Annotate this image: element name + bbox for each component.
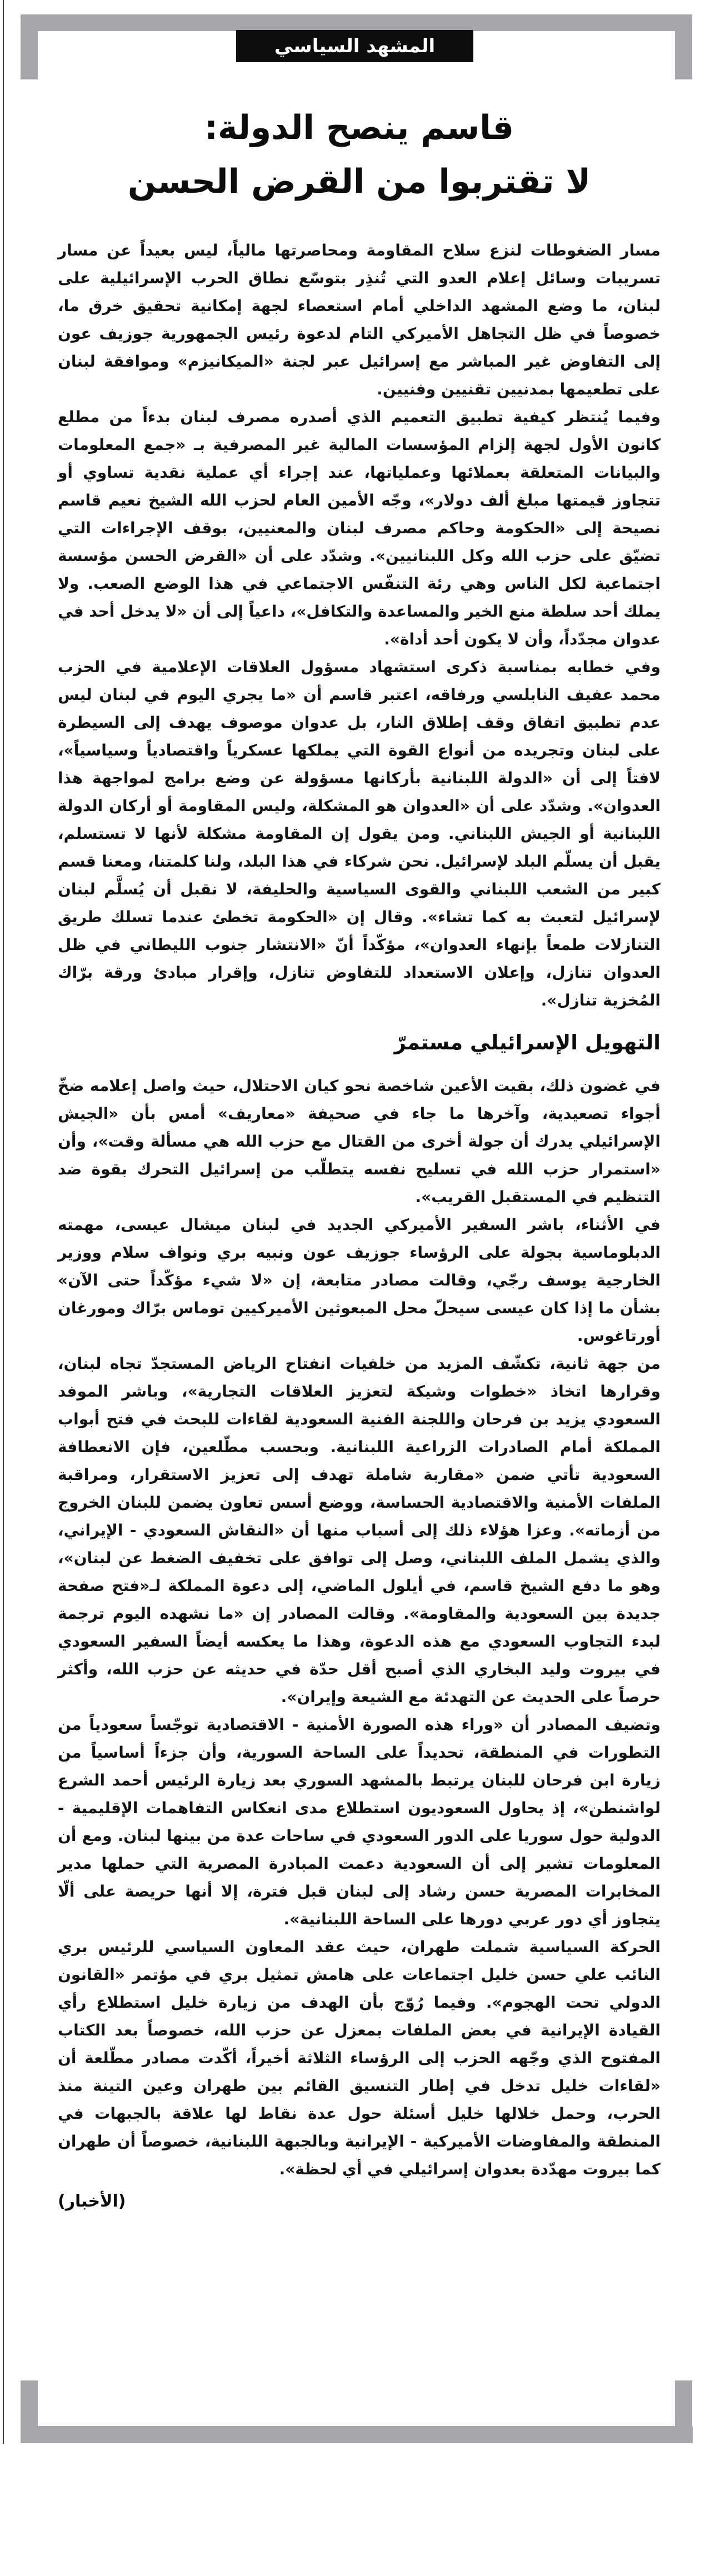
article-body: [58, 237, 661, 2214]
section-tab-label: المشهد السياسي: [274, 35, 436, 57]
bottom-bracket-bar: [21, 2426, 693, 2443]
headline-line-2: لا تقتربوا من القرض الحسن: [127, 162, 591, 201]
source-attribution: (الأخبار): [58, 2192, 126, 2211]
paragraph-8: الحركة السياسية شملت طهران، حيث عقد المعاون السياسي للرئيس بري النائب علي حسن خليل اجتماعات على هامش تمثيل بري في مؤتمر «القانون الدولي تحت الهجوم». وفيما رُوّج بأن الهدف من زيارة خليل استطلاع رأي القيادة الإيرانية في بعض الملفات بمعزل عن حزب الله، خصوصاً بعد الكتاب المفتوح الذي وجّهه الحزب إلى الرؤساء الثلاثة أخيراً، أكّدت مصادر مطّلعة أن «لقاءات خليل تدخل في إطار التنسيق القائم بين طهران وعين التينة منذ الحرب، وحمل خلالها خليل أسئلة حول عدة نقاط لها علاقة بالجبهات في المنطقة والمفاوضات الأميركية - الإيرانية وبالجبهة اللبنانية، خصوصاً أن طهران كما بيروت مهدّدة بعدوان إسرائيلي في أي لحظة».: [58, 1938, 661, 2178]
headline-line-1: قاسم ينصح الدولة:: [204, 108, 514, 147]
paragraph-3: وفي خطابه بمناسبة ذكرى استشهاد مسؤول العلاقات الإعلامية في الحزب محمد عفيف النابلسي ورفاقه، اعتبر قاسم أن «ما يجري اليوم في لبنان ليس عدم تطبيق اتفاق وقف إطلاق النار، بل عدوان موصوف يهدف إلى السيطرة على لبنان وتجريده من أنواع القوة التي يملكها عسكرياً واقتصادياً وسياسياً»، لافتاً إلى أن «الدولة اللبنانية بأركانها مسؤولة عن وضع برامج لمواجهة هذا العدوان». وشدّد على أن «العدوان هو المشكلة، وليس المقاومة أو أركان الدولة اللبنانية أو الجيش اللبناني. ومن يقول إن المقاومة مشكلة لأنها لا تستسلم، يقبل أن يسلّم البلد لإسرائيل. نحن شركاء في هذا البلد، ولنا كلمتنا، ومعنا قسم كبير من الشعب اللبناني والقوى السياسية والحليفة، لا نقبل أن يُسلَّم لبنان لإسرائيل لتعبث به كما تشاء». وقال إن «الحكومة تخطئ عندما تسلك طريق التنازلات طمعاً بإنهاء العدوان»، مؤكّداً أنّ «الانتشار جنوب الليطاني في ظل العدوان تنازل، وإعلان الاستعداد للتفاوض تنازل، وإقرار مبادئ ورقة برّاك المُخزية تنازل».: [58, 658, 661, 1009]
paragraph-1: مسار الضغوطات لنزع سلاح المقاومة ومحاصرتها مالياً، ليس بعيداً عن مسار تسريبات وسائل إعلام العدو التي تُنذِر بتوسّع نطاق الحرب الإسرائيلية على لبنان، ما وضع المشهد الداخلي أمام استعصاء لجهة إمكانية تحقيق خرق ما، خصوصاً في ظل التجاهل الأميركي التام لدعوة رئيس الجمهورية جوزيف عون إلى التفاوض غير المباشر مع إسرائيل عبر لجنة «الميكانيزم» وموافقة لبنان على تطعيمها بمدنيين تقنيين وفنيين.: [58, 241, 661, 398]
paragraph-4: في غضون ذلك، بقيت الأعين شاخصة نحو كيان الاحتلال، حيث واصل إعلامه ضخّ أجواء تصعيدية، وآخرها ما جاء في صحيفة «معاريف» أمس بأن «الجيش الإسرائيلي يدرك أن جولة أخرى من القتال مع حزب الله هي مسألة وقت»، وأن «استمرار حزب الله في تسليح نفسه يتطلّب من إسرائيل التحرك بقوة ضد التنظيم في المستقبل القريب».: [58, 1077, 661, 1206]
paragraph-5: في الأثناء، باشر السفير الأميركي الجديد في لبنان ميشال عيسى، مهمته الدبلوماسية بجولة على الرؤساء جوزيف عون ونبيه بري ونواف سلام ووزير الخارجية يوسف رجّي، وقالت مصادر متابعة، إن «لا شيء مؤكّداً حتى الآن» بشأن ما إذا كان عيسى سيحلّ محل المبعوثين الأميركيين توماس برّاك ومورغان أورتاغوس.: [58, 1216, 661, 1345]
paragraph-6: من جهة ثانية، تكشّف المزيد من خلفيات انفتاح الرياض المستجدّ تجاه لبنان، وقرارها اتخاذ «خطوات وشيكة لتعزيز العلاقات التجارية»، وباشر الموفد السعودي يزيد بن فرحان واللجنة الفنية السعودية لقاءات للبحث في فتح أبواب المملكة أمام الصادرات الزراعية اللبنانية. وبحسب مطّلعين، فإن الانعطافة السعودية تأتي ضمن «مقاربة شاملة تهدف إلى تعزيز الاستقرار، ومراقبة الملفات الأمنية والاقتصادية الحساسة، ووضع أسس تعاون يضمن للبنان الخروج من أزماته». وعزا هؤلاء ذلك إلى أسباب منها أن «النقاش السعودي - الإيراني، والذي يشمل الملف اللبناني، وصل إلى توافق على تخفيف الضغط عن لبنان»، وهو ما دفع الشيخ قاسم، في أيلول الماضي، إلى دعوة المملكة لـ«فتح صفحة جديدة بين السعودية والمقاومة». وقالت المصادر إن «ما نشهده اليوم ترجمة لبدء التجاوب السعودي مع هذه الدعوة، وهذا ما يعكسه أيضاً السفير السعودي في بيروت وليد البخاري الذي أصبح أقل حدّة في حديثه عن حزب الله، وأكثر حرصاً على الحديث عن التهدئة مع الشيعة وإيران».: [58, 1354, 661, 1706]
paragraph-2: وفيما يُنتظر كيفية تطبيق التعميم الذي أصدره مصرف لبنان بدءاً من مطلع كانون الأول لجهة إلزام المؤسسات المالية غير المصرفية بـ «جمع المعلومات والبيانات المتعلقة بعملائها وعملياتها، عند إجراء أي عملية نقدية تساوي أو تتجاوز قيمتها مبلغ ألف دولار»، وجّه الأمين العام لحزب الله الشيخ نعيم قاسم نصيحة إلى «الحكومة وحاكم مصرف لبنان والمعنيين، بوقف الإجراءات التي تضيّق على حزب الله وكل اللبنانيين». وشدّد على أن «القرض الحسن مؤسسة اجتماعية لكل الناس وهي رئة التنفّس الاجتماعي في هذا الوضع الصعب. ولا يملك أحد سلطة منع الخير والمساعدة والتكافل»، داعياً إلى أن «لا يدخل أحد في عدوان مجدّداً، وأن لا يكون أحد أداة».: [57, 408, 661, 648]
section-subheading: التهويل الإسرائيلي مستمرّ: [394, 1031, 661, 1054]
headline: [58, 101, 661, 209]
paragraph-7: وتضيف المصادر أن «وراء هذه الصورة الأمنية - الاقتصادية توجّساً سعودياً من التطورات في المنطقة، تحديداً على الساحة السورية، وأن جزءاً أساسياً من زيارة ابن فرحان للبنان يرتبط بالمشهد السوري بعد زيارة الرئيس أحمد الشرع لواشنطن»، إذ يحاول السعوديون استطلاع مدى انعكاس التفاهمات الإقليمية - الدولية حول سوريا على الدور السعودي في ساحات عدة من بينها لبنان. ومع أن المعلومات تشير إلى أن السعودية دعمت المبادرة المصرية التي حملها مدير المخابرات المصرية حسن رشاد إلى لبنان قبل فترة، إلا أنها حريصة على ألّا يتجاوز أي دور عربي دورها على الساحة اللبنانية».: [58, 1715, 661, 1928]
